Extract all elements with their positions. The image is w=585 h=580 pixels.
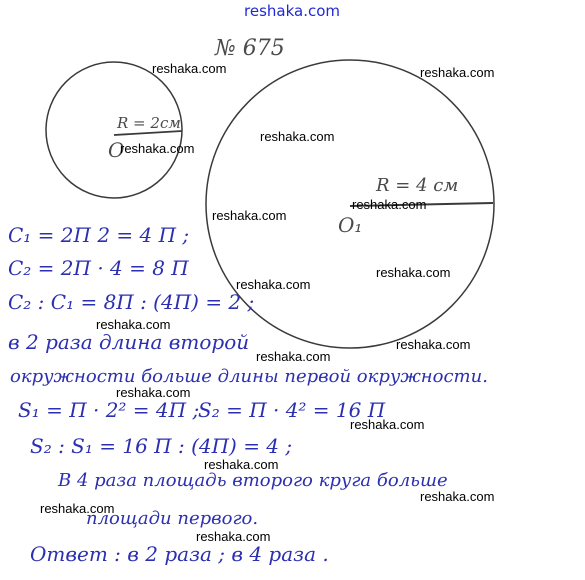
watermark: reshaka.com (96, 317, 171, 332)
watermark: reshaka.com (376, 265, 451, 280)
site-link[interactable]: reshaka.com (244, 2, 340, 20)
solution-line-9: площади первого. (86, 508, 259, 529)
task-number: № 675 (215, 36, 285, 61)
solution-line-5: окружности больше длины первой окружности. (10, 366, 488, 387)
watermark: reshaka.com (396, 337, 471, 352)
small-radius-label: R = 2см (117, 114, 181, 132)
watermark: reshaka.com (152, 61, 227, 76)
watermark: reshaka.com (352, 197, 427, 212)
large-radius-label: R = 4 см (376, 175, 459, 196)
watermark: reshaka.com (420, 65, 495, 80)
watermark: reshaka.com (236, 277, 311, 292)
watermark: reshaka.com (204, 457, 279, 472)
watermark: reshaka.com (40, 501, 115, 516)
watermark: reshaka.com (116, 385, 191, 400)
watermark: reshaka.com (260, 129, 335, 144)
solution-line-10: Ответ : в 2 раза ; в 4 раза . (30, 542, 329, 566)
watermark: reshaka.com (420, 489, 495, 504)
solution-line-2: C₂ = 2П · 4 = 8 П (8, 256, 189, 280)
solution-line-8: В 4 раза площадь второго круга больше (58, 470, 448, 491)
solution-line-4: в 2 раза длина второй (8, 330, 250, 354)
watermark: reshaka.com (196, 529, 271, 544)
watermark: reshaka.com (120, 141, 195, 156)
solution-line-7: S₂ : S₁ = 16 П : (4П) = 4 ; (30, 434, 293, 458)
watermark: reshaka.com (350, 417, 425, 432)
small-center-label: O (108, 138, 125, 162)
solution-line-6b: S₂ = П · 4² = 16 П (198, 398, 386, 422)
solution-line-1: C₁ = 2П 2 = 4 П ; (8, 223, 190, 247)
large-center-label: O₁ (338, 213, 363, 237)
solution-line-3: C₂ : C₁ = 8П : (4П) = 2 ; (8, 290, 255, 314)
watermark: reshaka.com (256, 349, 331, 364)
watermark: reshaka.com (212, 208, 287, 223)
solution-line-6a: S₁ = П · 2² = 4П ; (18, 398, 200, 422)
